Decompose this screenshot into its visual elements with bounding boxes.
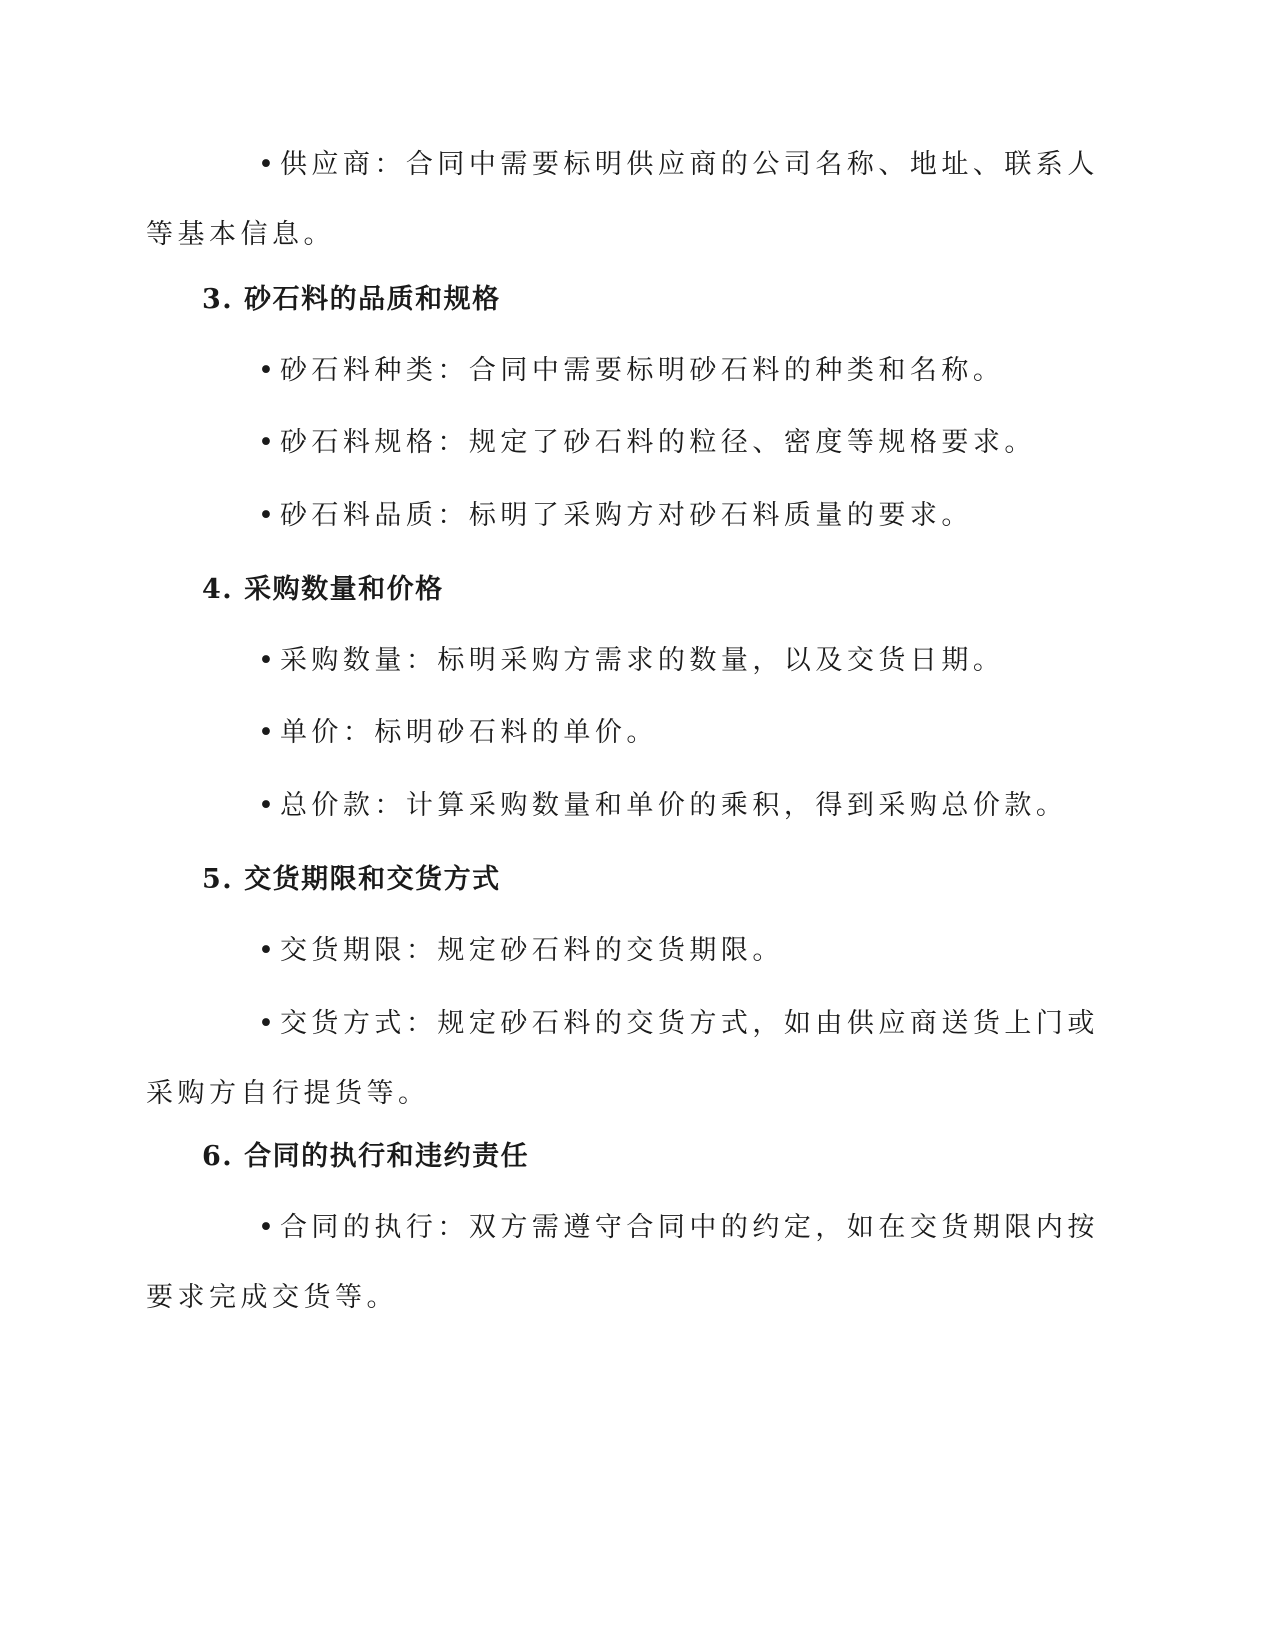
bullet-paragraph-sand-quality (146, 481, 1106, 551)
bullet-paragraph-delivery-term (146, 916, 1106, 986)
bullet-icon: • (258, 149, 274, 180)
section-heading-4: 4. 采购数量和价格 (202, 574, 444, 605)
bullet-icon: • (258, 1212, 274, 1243)
bullet-icon: • (258, 355, 274, 386)
section-heading-3: 3. 砂石料的品质和规格 (202, 284, 501, 315)
paragraph-text: 采购数量：标明采购方需求的数量，以及交货日期。 (279, 645, 1005, 676)
bullet-icon: • (258, 935, 274, 966)
bullet-icon: • (258, 717, 274, 748)
bullet-paragraph-delivery-method (146, 989, 1106, 1129)
paragraph-text: 供应商：合同中需要标明供应商的公司名称、地址、联系人等基本信息。 (146, 149, 1099, 250)
paragraph-text: 总价款：计算采购数量和单价的乘积，得到采购总价款。 (279, 790, 1068, 821)
paragraph-text: 砂石料种类：合同中需要标明砂石料的种类和名称。 (279, 355, 1005, 386)
section-heading-6: 6. 合同的执行和违约责任 (202, 1141, 530, 1172)
bullet-icon: • (258, 790, 274, 821)
bullet-icon: • (258, 500, 274, 531)
paragraph-text: 砂石料品质：标明了采购方对砂石料质量的要求。 (279, 500, 973, 531)
bullet-paragraph-sand-spec (146, 408, 1106, 478)
bullet-icon: • (258, 1008, 274, 1039)
bullet-paragraph-contract-execution (146, 1193, 1106, 1333)
bullet-paragraph-unit-price (146, 698, 1106, 768)
bullet-paragraph-total-price (146, 771, 1106, 841)
bullet-icon: • (258, 427, 274, 458)
bullet-icon: • (258, 645, 274, 676)
paragraph-text: 交货方式：规定砂石料的交货方式，如由供应商送货上门或采购方自行提货等。 (146, 1008, 1099, 1109)
paragraph-text: 交货期限：规定砂石料的交货期限。 (279, 935, 784, 966)
paragraph-text: 合同的执行：双方需遵守合同中的约定，如在交货期限内按要求完成交货等。 (146, 1212, 1099, 1313)
bullet-paragraph-sand-type (146, 336, 1106, 406)
section-heading-5: 5. 交货期限和交货方式 (202, 864, 501, 895)
paragraph-text: 砂石料规格：规定了砂石料的粒径、密度等规格要求。 (279, 427, 1036, 458)
bullet-paragraph-supplier (146, 130, 1106, 270)
paragraph-text: 单价：标明砂石料的单价。 (279, 717, 658, 748)
bullet-paragraph-quantity (146, 626, 1106, 696)
